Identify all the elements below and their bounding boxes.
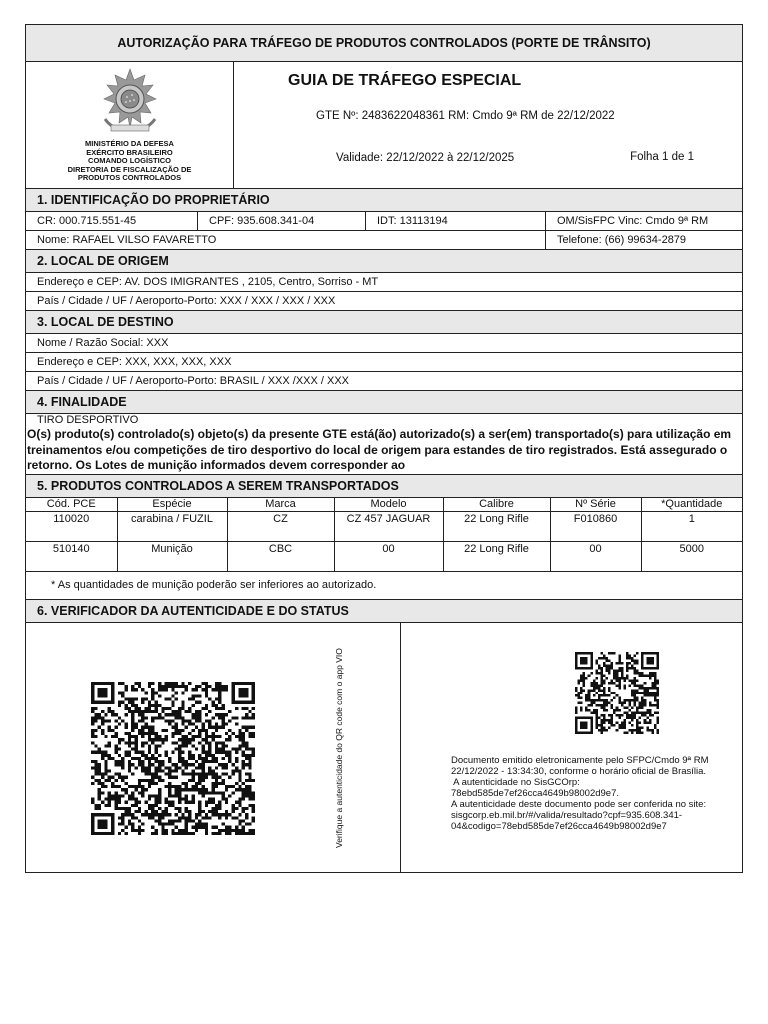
section-destination-title: 3. LOCAL DE DESTINO xyxy=(26,311,742,334)
gte-number: GTE Nº: 2483622048361 RM: Cmdo 9ª RM de 22/12/2022 xyxy=(316,110,615,122)
org-line: MINISTÉRIO DA DEFESA xyxy=(85,139,174,148)
coat-of-arms-icon xyxy=(95,67,165,137)
validity: Validade: 22/12/2022 à 22/12/2025 xyxy=(336,152,515,164)
guide-title: GUIA DE TRÁFEGO ESPECIAL xyxy=(288,72,522,89)
section-origin-title: 2. LOCAL DE ORIGEM xyxy=(26,250,742,273)
table-row xyxy=(26,541,742,571)
column-header: *Quantidade xyxy=(641,498,742,511)
column-header: Nº Série xyxy=(550,498,641,511)
emission-line: A autenticidade deste documento pode ser conferida no site: xyxy=(451,798,707,810)
org-line: COMANDO LOGÍSTICO xyxy=(88,156,171,166)
table-cell: Munição xyxy=(117,541,227,571)
emission-info xyxy=(451,755,751,832)
emission-line: 22/12/2022 - 13:34:30, conforme o horário oficial de Brasília. xyxy=(451,765,707,777)
section-purpose-title: 4. FINALIDADE xyxy=(26,391,742,414)
origin-address-row xyxy=(26,273,742,292)
column-header: Calibre xyxy=(443,498,550,511)
qr-code-icon[interactable] xyxy=(91,682,255,835)
section-products-title: 5. PRODUTOS CONTROLADOS A SEREM TRANSPORTADOS xyxy=(26,475,742,498)
phone-field: Telefone: (66) 99634-2879 xyxy=(545,231,742,249)
table-cell: 110020 xyxy=(26,511,117,541)
qr-verify-hint: Verifique a autenticidade do QR code com o app VIO xyxy=(334,647,344,848)
destination-country-row xyxy=(26,372,742,391)
issuer-block xyxy=(26,62,234,188)
table-cell: CBC xyxy=(227,541,334,571)
emission-line[interactable]: sisgcorp.eb.mil.br/#/valida/resultado?cpf=935.608.341- xyxy=(451,809,683,821)
table-cell: 00 xyxy=(550,541,641,571)
table-cell: 1 xyxy=(641,511,742,541)
org-line: DIRETORIA DE FISCALIZAÇÃO DE xyxy=(67,164,192,174)
emission-line: Documento emitido eletronicamente pelo SFPC/Cmdo 9ª RM xyxy=(451,754,709,766)
verification-left xyxy=(26,623,401,872)
destination-country: País / Cidade / UF / Aeroporto-Porto: BRASIL / XXX /XXX / XXX xyxy=(37,375,350,387)
table-cell: 00 xyxy=(334,541,443,571)
destination-name: Nome / Razão Social: XXX xyxy=(37,337,169,349)
table-cell: 22 Long Rifle xyxy=(443,511,550,541)
qr-code-small-icon[interactable] xyxy=(575,652,659,734)
idt-field: IDT: 13113194 xyxy=(365,212,545,230)
table-cell: carabina / FUZIL xyxy=(117,511,227,541)
emission-line: 78ebd585de7ef26cca4649b98002d9e7. xyxy=(451,787,619,799)
products-table xyxy=(26,498,742,572)
table-cell: CZ 457 JAGUAR xyxy=(334,511,443,541)
purpose-label: TIRO DESPORTIVO xyxy=(37,414,139,426)
purpose-text: O(s) produto(s) controlado(s) objeto(s) da presente GTE está(ão) autorizado(s) a ser(em) transportado(s) para utilização em treinamentos e/ou competições de tiro desportivo do local de origem para estandes de tiro registrados. Está assegurado o retorno. Os Lotes de munição informados devem corresponder ao xyxy=(26,427,742,475)
emission-line[interactable]: 04&codigo=78ebd585de7ef26cca4649b98002d9e7 xyxy=(451,820,667,832)
column-header: Espécie xyxy=(117,498,227,511)
origin-country: País / Cidade / UF / Aeroporto-Porto: XXX / XXX / XXX / XXX xyxy=(37,295,336,307)
issuer-name xyxy=(68,140,192,183)
section-owner-title: 1. IDENTIFICAÇÃO DO PROPRIETÁRIO xyxy=(26,189,742,212)
table-cell: 510140 xyxy=(26,541,117,571)
cr-field: CR: 000.715.551-45 xyxy=(37,215,137,227)
destination-name-row xyxy=(26,334,742,353)
org-line: EXÉRCITO BRASILEIRO xyxy=(86,147,173,157)
table-cell: 5000 xyxy=(641,541,742,571)
name-field: Nome: RAFAEL VILSO FAVARETTO xyxy=(37,234,217,246)
table-row xyxy=(26,511,742,541)
org-line: PRODUTOS CONTROLADOS xyxy=(77,173,182,183)
page-count: Folha 1 de 1 xyxy=(630,151,694,163)
owner-ids-row xyxy=(26,212,742,231)
quantity-note: * As quantidades de munição poderão ser inferiores ao autorizado. xyxy=(26,572,742,600)
guide-info xyxy=(234,62,742,188)
table-cell: F010860 xyxy=(550,511,641,541)
destination-address: Endereço e CEP: XXX, XXX, XXX, XXX xyxy=(37,356,232,368)
emission-line: A autenticidade no SisGCOrp: xyxy=(451,776,580,788)
verification-right xyxy=(401,623,742,872)
om-field: OM/SisFPC Vinc: Cmdo 9ª RM xyxy=(545,212,742,230)
origin-country-row xyxy=(26,292,742,311)
column-header: Marca xyxy=(227,498,334,511)
section-verification-title: 6. VERIFICADOR DA AUTENTICIDADE E DO STATUS xyxy=(26,600,742,623)
document-title: AUTORIZAÇÃO PARA TRÁFEGO DE PRODUTOS CONTROLADOS (PORTE DE TRÂNSITO) xyxy=(26,25,742,62)
verification-block xyxy=(26,623,742,872)
header xyxy=(26,62,742,189)
document xyxy=(25,24,743,873)
owner-name-row xyxy=(26,231,742,250)
table-cell: CZ xyxy=(227,511,334,541)
destination-address-row xyxy=(26,353,742,372)
table-cell: 22 Long Rifle xyxy=(443,541,550,571)
table-header-row xyxy=(26,498,742,511)
cpf-field: CPF: 935.608.341-04 xyxy=(197,212,365,230)
column-header: Cód. PCE xyxy=(26,498,117,511)
column-header: Modelo xyxy=(334,498,443,511)
origin-address: Endereço e CEP: AV. DOS IMIGRANTES , 2105, Centro, Sorriso - MT xyxy=(37,276,379,288)
